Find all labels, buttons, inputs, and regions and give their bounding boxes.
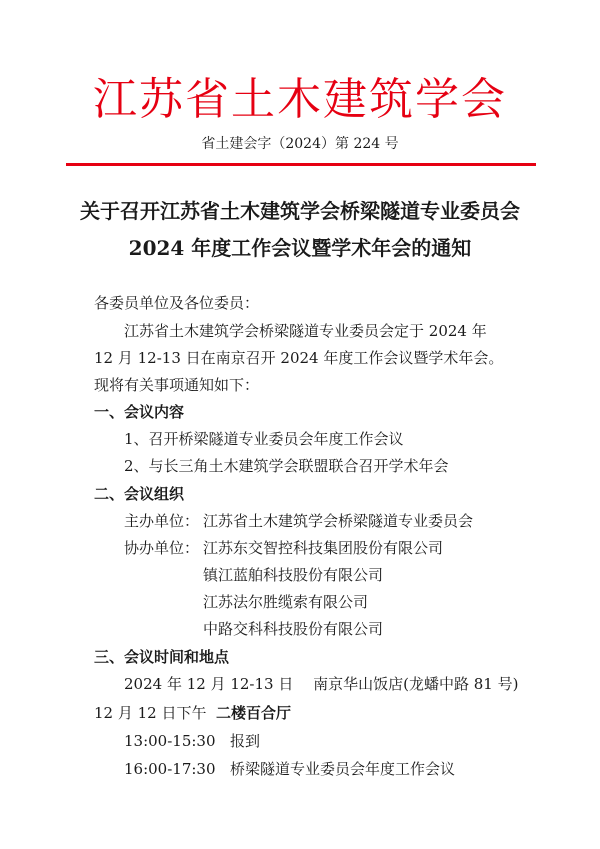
doc-number: 省土建会字（2024）第 224 号 (201, 136, 399, 152)
co-organizer: 江苏东交智控科技集团股份有限公司 (203, 539, 444, 557)
notice-title-line1: 关于召开江苏省土木建筑学会桥梁隧道专业委员会 (80, 199, 520, 223)
co-organizer-label: 协办单位： (124, 539, 200, 557)
section-heading-content: 一、会议内容 (94, 403, 185, 421)
intro-line: 现将有关事项通知如下： (94, 376, 260, 394)
org-title: 江苏省土木建筑学会 (93, 74, 507, 125)
schedule-event: 桥梁隧道专业委员会年度工作会议 (230, 760, 456, 778)
intro-line: 12 月 12-13 日在南京召开 2024 年度工作会议暨学术年会。 (94, 349, 504, 367)
red-divider (66, 163, 536, 166)
intro-line: 江苏省土木建筑学会桥梁隧道专业委员会定于 2024 年 (124, 322, 487, 340)
section-heading-time-place: 三、会议时间和地点 (94, 648, 230, 666)
venue: 二楼百合厅 (216, 704, 292, 722)
host-org: 江苏省土木建筑学会桥梁隧道专业委员会 (203, 512, 474, 530)
notice-title-line2: 2024 年度工作会议暨学术年会的通知 (128, 236, 472, 260)
list-item: 1、召开桥梁隧道专业委员会年度工作会议 (124, 430, 404, 448)
schedule-event: 报到 (230, 732, 261, 750)
co-organizer: 中路交科科技股份有限公司 (203, 620, 384, 638)
salutation: 各委员单位及各位委员： (94, 294, 260, 312)
schedule-time: 13:00-15:30 (124, 732, 216, 750)
list-item: 2、与长三角土木建筑学会联盟联合召开学术年会 (124, 457, 449, 475)
co-organizer: 镇江蓝舶科技股份有限公司 (203, 566, 384, 584)
date-place: 2024 年 12 月 12-13 日 南京华山饭店(龙蟠中路 81 号) (124, 675, 519, 693)
host-label: 主办单位： (124, 512, 200, 530)
co-organizer: 江苏法尔胜缆索有限公司 (203, 593, 369, 611)
schedule-time: 16:00-17:30 (124, 760, 216, 778)
day-label: 12 月 12 日下午 (94, 704, 207, 722)
section-heading-organization: 二、会议组织 (94, 485, 185, 503)
